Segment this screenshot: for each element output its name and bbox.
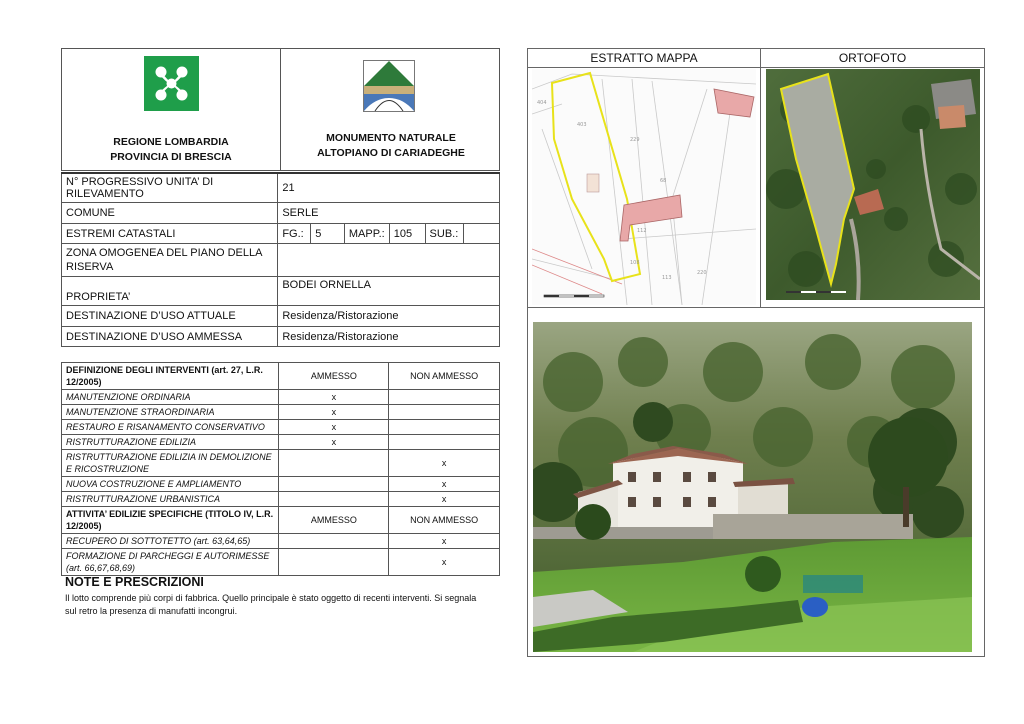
row-estremi <box>62 224 500 244</box>
ortho-scale-bar <box>786 291 846 293</box>
table-row <box>62 534 500 549</box>
monument-title <box>281 131 501 161</box>
ortho-title: ORTOFOTO <box>838 51 907 65</box>
progressivo-label: N° PROGRESSIVO UNITA’ DI RILEVAMENTO <box>62 173 278 203</box>
row-label: RISTRUTTURAZIONE EDILIZIA <box>62 435 279 450</box>
zona-value <box>278 244 500 277</box>
table-row <box>62 405 500 420</box>
altopiano-logo <box>363 60 415 112</box>
region-line1: REGIONE LOMBARDIA <box>113 136 229 148</box>
map-title: ESTRATTO MAPPA <box>590 51 698 65</box>
panel-divider-horizontal <box>528 307 984 308</box>
table-row <box>62 420 500 435</box>
proprieta-value: BODEI ORNELLA <box>278 277 500 306</box>
panel-divider-vertical <box>760 49 761 307</box>
region-title <box>62 135 280 165</box>
row-label: FORMAZIONE DI PARCHEGGI E AUTORIMESSE (art. 66,67,68,69) <box>62 549 279 576</box>
row-ammesso: x <box>279 420 389 435</box>
row-ammesso <box>279 549 389 576</box>
info-table <box>61 172 500 347</box>
row-ammesso <box>279 477 389 492</box>
notes-text: Il lotto comprende più corpi di fabbrica. Quello principale è stato oggetto di recenti interventi. Si segnala sul retro la presenza di manufatti incongrui. <box>65 593 477 616</box>
row-ammesso: x <box>279 390 389 405</box>
map-building-small <box>587 174 599 192</box>
row-ammesso: x <box>279 405 389 420</box>
table-row <box>62 450 500 477</box>
row-label: RECUPERO DI SOTTOTETTO (art. 63,64,65) <box>62 534 279 549</box>
mapp-value: 105 <box>389 224 425 244</box>
svg-text:113: 113 <box>662 275 672 281</box>
activities-header <box>62 507 500 534</box>
mapp-label: MAPP.: <box>344 224 389 244</box>
comune-value: SERLE <box>278 203 500 224</box>
row-label: RESTAURO E RISANAMENTO CONSERVATIVO <box>62 420 279 435</box>
row-label: MANUTENZIONE ORDINARIA <box>62 390 279 405</box>
row-dest-attuale <box>62 306 500 327</box>
row-non-ammesso: x <box>389 534 500 549</box>
row-label: NUOVA COSTRUZIONE E AMPLIAMENTO <box>62 477 279 492</box>
svg-text:229: 229 <box>630 137 640 143</box>
table-row <box>62 435 500 450</box>
sub-value <box>463 224 499 244</box>
comune-label: COMUNE <box>62 203 278 224</box>
panel-divider-title <box>528 67 984 68</box>
table-row <box>62 390 500 405</box>
row-non-ammesso: x <box>389 549 500 576</box>
row-comune <box>62 203 500 224</box>
svg-text:108: 108 <box>630 260 640 266</box>
estremi-label: ESTREMI CATASTALI <box>62 224 278 244</box>
row-ammesso <box>279 450 389 477</box>
row-progressivo <box>62 173 500 203</box>
map-scale-bar <box>544 295 604 297</box>
orthophoto <box>766 69 980 300</box>
monument-line1: MONUMENTO NATURALE <box>326 132 456 144</box>
activities-header-non-ammesso: NON AMMESSO <box>389 507 500 534</box>
table-row <box>62 477 500 492</box>
interventions-header <box>62 363 500 390</box>
rosa-camuna-logo <box>144 56 199 111</box>
svg-text:112: 112 <box>637 228 647 234</box>
header-box <box>61 48 500 171</box>
row-non-ammesso <box>389 420 500 435</box>
row-proprieta <box>62 277 500 306</box>
row-non-ammesso <box>389 405 500 420</box>
activities-header-title: ATTIVITA’ EDILIZIE SPECIFICHE (TITOLO IV, L.R. 12/2005) <box>62 507 279 534</box>
row-ammesso <box>279 534 389 549</box>
row-non-ammesso: x <box>389 477 500 492</box>
row-label: RISTRUTTURAZIONE EDILIZIA IN DEMOLIZIONE E RICOSTRUZIONE <box>62 450 279 477</box>
fg-value: 5 <box>311 224 345 244</box>
cadastral-map <box>532 69 756 305</box>
dest-ammessa-value: Residenza/Ristorazione <box>278 327 500 347</box>
row-label: RISTRUTTURAZIONE URBANISTICA <box>62 492 279 507</box>
row-zona <box>62 244 500 277</box>
row-ammesso: x <box>279 435 389 450</box>
activities-header-ammesso: AMMESSO <box>279 507 389 534</box>
interventions-table <box>61 362 500 576</box>
dest-ammessa-label: DESTINAZIONE D’USO AMMESSA <box>62 327 278 347</box>
svg-text:68: 68 <box>660 178 667 184</box>
row-label: MANUTENZIONE STRAORDINARIA <box>62 405 279 420</box>
interventions-header-ammesso: AMMESSO <box>279 363 389 390</box>
region-line2: PROVINCIA DI BRESCIA <box>110 151 232 163</box>
progressivo-value: 21 <box>278 173 500 203</box>
dest-attuale-value: Residenza/Ristorazione <box>278 306 500 327</box>
interventions-header-non-ammesso: NON AMMESSO <box>389 363 500 390</box>
zona-label: ZONA OMOGENEA DEL PIANO DELLA RISERVA <box>62 244 278 277</box>
table-row <box>62 549 500 576</box>
row-non-ammesso: x <box>389 492 500 507</box>
table-row <box>62 492 500 507</box>
notes-title: NOTE E PRESCRIZIONI <box>65 575 204 589</box>
interventions-header-title: DEFINIZIONE DEGLI INTERVENTI (art. 27, L.R. 12/2005) <box>62 363 279 390</box>
svg-text:404: 404 <box>537 100 547 106</box>
fg-label: FG.: <box>278 224 311 244</box>
row-dest-ammessa <box>62 327 500 347</box>
row-non-ammesso <box>389 390 500 405</box>
svg-text:220: 220 <box>697 270 707 276</box>
svg-text:403: 403 <box>577 122 587 128</box>
proprieta-label: PROPRIETA’ <box>62 277 278 306</box>
row-non-ammesso <box>389 435 500 450</box>
dest-attuale-label: DESTINAZIONE D’USO ATTUALE <box>62 306 278 327</box>
monument-line2: ALTOPIANO DI CARIADEGHE <box>317 147 465 159</box>
row-non-ammesso: x <box>389 450 500 477</box>
sub-label: SUB.: <box>425 224 463 244</box>
building-photo <box>533 322 972 652</box>
row-ammesso <box>279 492 389 507</box>
images-panel <box>527 48 985 657</box>
